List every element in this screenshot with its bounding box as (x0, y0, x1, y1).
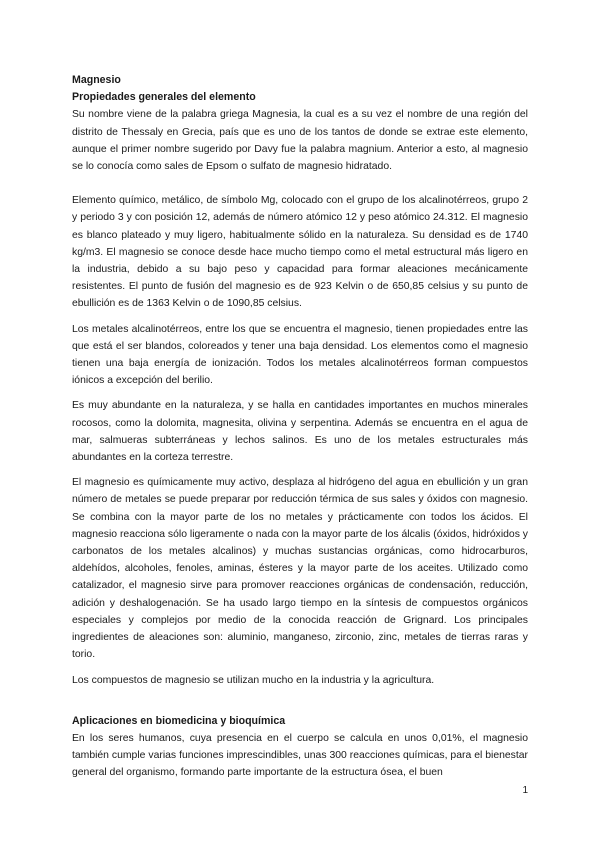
paragraph-biomedicine: En los seres humanos, cuya presencia en el cuerpo se calcula en unos 0,01%, el magnesio también cumple varias funciones imprescindibles, unas 300 reacciones químicas, para el bienestar general del organismo, formando parte importante de la estructura ósea, el buen (72, 732, 528, 779)
page-number: 1 (522, 785, 528, 796)
document-title: Magnesio (72, 74, 121, 86)
paragraph-alkaline-earth: Los metales alcalinotérreos, entre los que se encuentra el magnesio, tienen propiedades entre las que está el ser blandos, coloreados y tener una baja densidad. Los elementos como el magnesio tienen una baja energía de ionización. Todos los metales alcalinotérreos forman compuestos iónicos a excepción del berilio. (72, 323, 528, 387)
paragraph-origin: Su nombre viene de la palabra griega Magnesia, la cual es a su vez el nombre de una región del distrito de Thessaly en Grecia, país que es uno de los tantos de donde se extrae este elemento, aunque el primer nombre sugerido por Davy fue la palabra magnium. Anterior a esto, al magnesio se lo conocía como sales de Epsom o sulfato de magnesio hidratado. (72, 109, 528, 173)
section-heading-properties: Propiedades generales del elemento (72, 91, 256, 104)
paragraph-abundance: Es muy abundante en la naturaleza, y se halla en cantidades importantes en muchos minerales rocosos, como la dolomita, magnesita, olivina y serpentina. Además se encuentra en el agua de mar, salmueras subterráneas y lechos salinos. Es uno de los metales estructurales más abundantes en la corteza terrestre. (72, 400, 528, 464)
paragraph-chemistry: El magnesio es químicamente muy activo, desplaza al hidrógeno del agua en ebullición y un gran número de metales se puede preparar por reducción térmica de sus sales y óxidos con magnesio. Se combina con la mayor parte de los no metales y prácticamente con todos los ácidos. El magnesio reacciona sólo ligeramente o nada con la mayor parte de los álcalis (óxidos, hidróxidos y carbonatos de los metales alcalinos) y muchas sustancias orgánicas, como hidrocarburos, aldehídos, alcoholes, fenoles, aminas, ésteres y la mayor parte de los aceites. Utilizado como catalizador, el magnesio sirve para promover reacciones orgánicas de condensación, reducción, adición y deshalogenación. Se ha usado largo tiempo en la síntesis de compuestos orgánicos especiales y complejos por medio de la conocida reacción de Grignard. Los principales ingredientes de aleaciones son: aluminio, manganeso, zirconio, zinc, metales de tierras raras y torio. (72, 477, 528, 661)
paragraph-element: Elemento químico, metálico, de símbolo Mg, colocado con el grupo de los alcalinotérreos, grupo 2 y periodo 3 y con posición 12, además de número atómico 12 y peso atómico 24.312. El magnesio es blanco plateado y muy ligero, habitualmente sólido en la naturaleza. Su densidad es de 1740 kg/m3. El magnesio se conoce desde hace mucho tiempo como el metal estructural más ligero en la industria, debido a su bajo peso y capacidad para formar aleaciones mecánicamente resistentes. El punto de fusión del magnesio es de 923 Kelvin o de 650,85 celsius y su punto de ebullición es de 1363 Kelvin o de 1090,85 celsius. (72, 195, 528, 310)
section-heading-applications: Aplicaciones en biomedicina y bioquímica (72, 714, 286, 727)
paragraph-compounds: Los compuestos de magnesio se utilizan mucho en la industria y la agricultura. (72, 674, 435, 686)
